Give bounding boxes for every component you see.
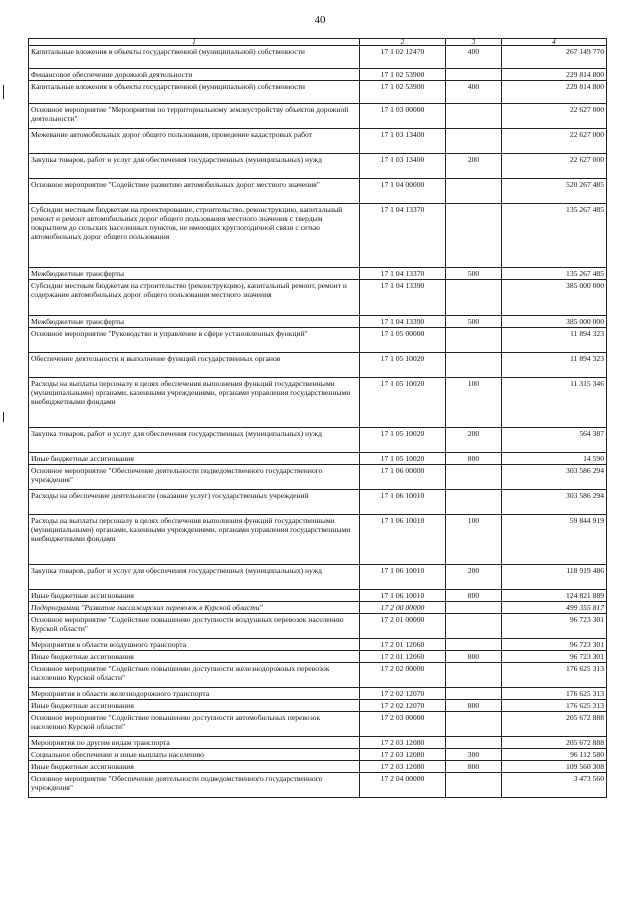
row-name-cell: Мероприятия в области железнодорожного транспорта <box>29 688 360 700</box>
table-row <box>29 428 607 453</box>
row-name-cell: Расходы на обеспечение деятельности (оказание услуг) государственных учреждений <box>29 490 360 515</box>
table-row <box>29 353 607 378</box>
row-expense-type-cell: 500 <box>446 268 502 280</box>
row-code-cell: 17 2 01 12060 <box>360 639 446 651</box>
row-expense-type-cell: 100 <box>446 515 502 565</box>
row-amount-cell: 96 723 301 <box>502 651 607 663</box>
row-expense-type-cell: 200 <box>446 428 502 453</box>
row-code-cell: 17 2 03 12080 <box>360 749 446 761</box>
table-row <box>29 453 607 465</box>
table-row <box>29 316 607 328</box>
row-name-cell: Иные бюджетные ассигнования <box>29 700 360 712</box>
row-name-cell: Капитальные вложения в объекты государственной (муниципальной) собственности <box>29 81 360 104</box>
row-code-cell: 17 1 05 10020 <box>360 378 446 428</box>
table-row <box>29 328 607 353</box>
row-expense-type-cell: 800 <box>446 453 502 465</box>
page-number: 40 <box>314 14 326 26</box>
row-expense-type-cell <box>446 179 502 204</box>
row-amount-cell: 59 844 919 <box>502 515 607 565</box>
column-header-expense-type: 3 <box>446 39 502 46</box>
row-expense-type-cell: 200 <box>446 565 502 590</box>
row-code-cell: 17 1 04 13370 <box>360 268 446 280</box>
row-amount-cell: 11 894 323 <box>502 353 607 378</box>
row-code-cell: 17 1 03 13400 <box>360 129 446 154</box>
row-code-cell: 17 1 02 12470 <box>360 46 446 69</box>
table-row <box>29 515 607 565</box>
budget-table <box>28 38 607 798</box>
row-name-cell: Субсидии местным бюджетам на проектирование, строительство, реконструкцию, капитальный ремонт и ремонт автомобильных дорог общего пользования местного значения с твердым покрытием до сельских населенных пунктов, не имеющих круглогодичной связи с сетью автомобильных дорог общего пользования <box>29 204 360 268</box>
table-row <box>29 749 607 761</box>
row-amount-cell: 385 000 000 <box>502 316 607 328</box>
row-amount-cell: 303 586 294 <box>502 465 607 490</box>
row-expense-type-cell <box>446 353 502 378</box>
row-expense-type-cell <box>446 104 502 129</box>
row-expense-type-cell <box>446 204 502 268</box>
row-code-cell: 17 1 05 10020 <box>360 353 446 378</box>
row-code-cell: 17 2 03 12080 <box>360 761 446 773</box>
row-amount-cell: 499 355 817 <box>502 602 607 614</box>
row-code-cell: 17 2 02 12070 <box>360 688 446 700</box>
row-code-cell: 17 1 02 53900 <box>360 69 446 81</box>
row-amount-cell: 118 919 486 <box>502 565 607 590</box>
row-name-cell: Иные бюджетные ассигнования <box>29 761 360 773</box>
column-header-name: 1 <box>29 39 360 46</box>
row-name-cell: Основное мероприятие "Содействие повышению доступности железнодорожных перевозок населению Курской области" <box>29 663 360 688</box>
binding-mark <box>3 412 4 422</box>
row-code-cell: 17 1 03 00000 <box>360 104 446 129</box>
row-name-cell: Субсидии местным бюджетам на строительство (реконструкцию), капитальный ремонт, ремонт и содержание автомобильных дорог общего пользования местного значения <box>29 280 360 316</box>
row-expense-type-cell <box>446 465 502 490</box>
table-row <box>29 378 607 428</box>
row-amount-cell: 3 473 560 <box>502 773 607 798</box>
row-name-cell: Межбюджетные трансферты <box>29 268 360 280</box>
row-expense-type-cell: 800 <box>446 700 502 712</box>
row-name-cell: Основное мероприятие "Руководство и управление в сфере установленных функций" <box>29 328 360 353</box>
row-amount-cell: 385 000 000 <box>502 280 607 316</box>
row-amount-cell: 11 315 346 <box>502 378 607 428</box>
table-row <box>29 651 607 663</box>
row-name-cell: Иные бюджетные ассигнования <box>29 651 360 663</box>
row-code-cell: 17 2 00 00000 <box>360 602 446 614</box>
table-row <box>29 700 607 712</box>
row-expense-type-cell <box>446 490 502 515</box>
table-row <box>29 81 607 104</box>
row-amount-cell: 176 625 313 <box>502 688 607 700</box>
table-row <box>29 602 607 614</box>
binding-mark <box>3 85 4 99</box>
row-amount-cell: 176 625 313 <box>502 663 607 688</box>
table-row <box>29 268 607 280</box>
row-code-cell: 17 1 06 10010 <box>360 590 446 602</box>
row-name-cell: Обеспечение деятельности и выполнение функций государственных органов <box>29 353 360 378</box>
row-code-cell: 17 1 05 00000 <box>360 328 446 353</box>
row-expense-type-cell <box>446 69 502 81</box>
row-expense-type-cell <box>446 129 502 154</box>
table-header-row <box>29 39 607 46</box>
row-code-cell: 17 2 03 12080 <box>360 737 446 749</box>
row-code-cell: 17 2 01 00000 <box>360 614 446 639</box>
row-code-cell: 17 1 06 10010 <box>360 565 446 590</box>
table-row <box>29 737 607 749</box>
row-amount-cell: 96 112 580 <box>502 749 607 761</box>
row-expense-type-cell <box>446 639 502 651</box>
row-amount-cell: 11 894 323 <box>502 328 607 353</box>
row-amount-cell: 22 627 000 <box>502 104 607 129</box>
row-amount-cell: 205 672 888 <box>502 737 607 749</box>
table-row <box>29 104 607 129</box>
row-code-cell: 17 2 02 12070 <box>360 700 446 712</box>
row-code-cell: 17 1 06 10010 <box>360 490 446 515</box>
row-name-cell: Закупка товаров, работ и услуг для обеспечения государственных (муниципальных) нужд <box>29 565 360 590</box>
row-name-cell: Мероприятия в области воздушного транспорта <box>29 639 360 651</box>
row-expense-type-cell <box>446 688 502 700</box>
row-amount-cell: 135 267 485 <box>502 268 607 280</box>
table-row <box>29 761 607 773</box>
table-row <box>29 614 607 639</box>
row-expense-type-cell <box>446 328 502 353</box>
row-name-cell: Межбюджетные трансферты <box>29 316 360 328</box>
table-row <box>29 773 607 798</box>
table-body <box>29 46 607 798</box>
row-code-cell: 17 2 02 00000 <box>360 663 446 688</box>
row-amount-cell: 135 267 485 <box>502 204 607 268</box>
row-amount-cell: 229 814 800 <box>502 69 607 81</box>
row-code-cell: 17 1 04 13390 <box>360 316 446 328</box>
table-row <box>29 712 607 737</box>
row-name-cell: Подпрограмма "Развитие пассажирских перевозок в Курской области" <box>29 602 360 614</box>
row-name-cell: Межевание автомобильных дорог общего пользования, проведение кадастровых работ <box>29 129 360 154</box>
row-expense-type-cell: 200 <box>446 154 502 179</box>
row-expense-type-cell <box>446 712 502 737</box>
row-name-cell: Расходы на выплаты персоналу в целях обеспечения выполнения функций государственными (муниципальными) органами, казенными учреждениями, органами управления государственными внебюджетными фондами <box>29 378 360 428</box>
table-row <box>29 590 607 602</box>
row-expense-type-cell: 800 <box>446 651 502 663</box>
row-name-cell: Основное мероприятие "Обеспечение деятельности подведомственного государственного учреждения" <box>29 773 360 798</box>
row-name-cell: Социальное обеспечение и иные выплаты населению <box>29 749 360 761</box>
row-name-cell: Основное мероприятие "Содействие повышению доступности воздушных перевозок населению Курской области" <box>29 614 360 639</box>
row-code-cell: 17 1 02 53900 <box>360 81 446 104</box>
row-code-cell: 17 1 05 10020 <box>360 453 446 465</box>
row-amount-cell: 124 821 889 <box>502 590 607 602</box>
row-name-cell: Основное мероприятие "Содействие повышению доступности автомобильных перевозок населению Курской области" <box>29 712 360 737</box>
row-expense-type-cell: 800 <box>446 590 502 602</box>
row-code-cell: 17 1 04 13370 <box>360 204 446 268</box>
row-name-cell: Иные бюджетные ассигнования <box>29 453 360 465</box>
row-amount-cell: 303 586 294 <box>502 490 607 515</box>
row-name-cell: Основное мероприятие "Обеспечение деятельности подведомственного государственного учреждения" <box>29 465 360 490</box>
row-code-cell: 17 2 03 00000 <box>360 712 446 737</box>
row-expense-type-cell: 300 <box>446 749 502 761</box>
row-amount-cell: 14 590 <box>502 453 607 465</box>
row-name-cell: Мероприятия по другим видам транспорта <box>29 737 360 749</box>
row-amount-cell: 96 723 301 <box>502 614 607 639</box>
row-code-cell: 17 1 04 13390 <box>360 280 446 316</box>
row-name-cell: Расходы на выплаты персоналу в целях обеспечения выполнения функций государственными (муниципальными) органами, казенными учреждениями, органами управления государственными внебюджетными фондами <box>29 515 360 565</box>
row-amount-cell: 176 625 313 <box>502 700 607 712</box>
row-expense-type-cell: 400 <box>446 81 502 104</box>
row-expense-type-cell: 500 <box>446 316 502 328</box>
row-name-cell: Финансовое обеспечение дорожной деятельности <box>29 69 360 81</box>
table-row <box>29 280 607 316</box>
row-name-cell: Основное мероприятие "Содействие развитию автомобильных дорог местного значения" <box>29 179 360 204</box>
table-row <box>29 69 607 81</box>
table-row <box>29 46 607 69</box>
row-code-cell: 17 1 06 00000 <box>360 465 446 490</box>
row-name-cell: Капитальные вложения в объекты государственной (муниципальной) собственности <box>29 46 360 69</box>
table-row <box>29 179 607 204</box>
row-amount-cell: 520 267 485 <box>502 179 607 204</box>
row-expense-type-cell <box>446 614 502 639</box>
row-expense-type-cell <box>446 737 502 749</box>
table-row <box>29 565 607 590</box>
column-header-amount: 4 <box>502 39 607 46</box>
row-amount-cell: 22 627 000 <box>502 154 607 179</box>
column-header-code: 2 <box>360 39 446 46</box>
row-expense-type-cell <box>446 773 502 798</box>
row-name-cell: Основное мероприятие "Мероприятия по территориальному землеустройству объектов дорожной деятельности" <box>29 104 360 129</box>
row-expense-type-cell: 100 <box>446 378 502 428</box>
row-code-cell: 17 2 04 00000 <box>360 773 446 798</box>
row-amount-cell: 267 149 770 <box>502 46 607 69</box>
row-name-cell: Закупка товаров, работ и услуг для обеспечения государственных (муниципальных) нужд <box>29 154 360 179</box>
table-row <box>29 639 607 651</box>
row-code-cell: 17 2 01 12060 <box>360 651 446 663</box>
table-row <box>29 688 607 700</box>
row-code-cell: 17 1 03 13400 <box>360 154 446 179</box>
row-amount-cell: 205 672 888 <box>502 712 607 737</box>
table-row <box>29 204 607 268</box>
row-code-cell: 17 1 06 10010 <box>360 515 446 565</box>
table-row <box>29 490 607 515</box>
row-name-cell: Закупка товаров, работ и услуг для обеспечения государственных (муниципальных) нужд <box>29 428 360 453</box>
row-code-cell: 17 1 05 10020 <box>360 428 446 453</box>
row-amount-cell: 22 627 000 <box>502 129 607 154</box>
row-expense-type-cell <box>446 602 502 614</box>
row-expense-type-cell: 400 <box>446 46 502 69</box>
row-amount-cell: 96 723 301 <box>502 639 607 651</box>
row-code-cell: 17 1 04 00000 <box>360 179 446 204</box>
row-expense-type-cell <box>446 663 502 688</box>
row-name-cell: Иные бюджетные ассигнования <box>29 590 360 602</box>
table-row <box>29 154 607 179</box>
row-amount-cell: 109 560 308 <box>502 761 607 773</box>
row-amount-cell: 564 387 <box>502 428 607 453</box>
table-row <box>29 465 607 490</box>
table-row <box>29 129 607 154</box>
row-expense-type-cell: 800 <box>446 761 502 773</box>
row-expense-type-cell <box>446 280 502 316</box>
row-amount-cell: 229 814 800 <box>502 81 607 104</box>
table-row <box>29 663 607 688</box>
